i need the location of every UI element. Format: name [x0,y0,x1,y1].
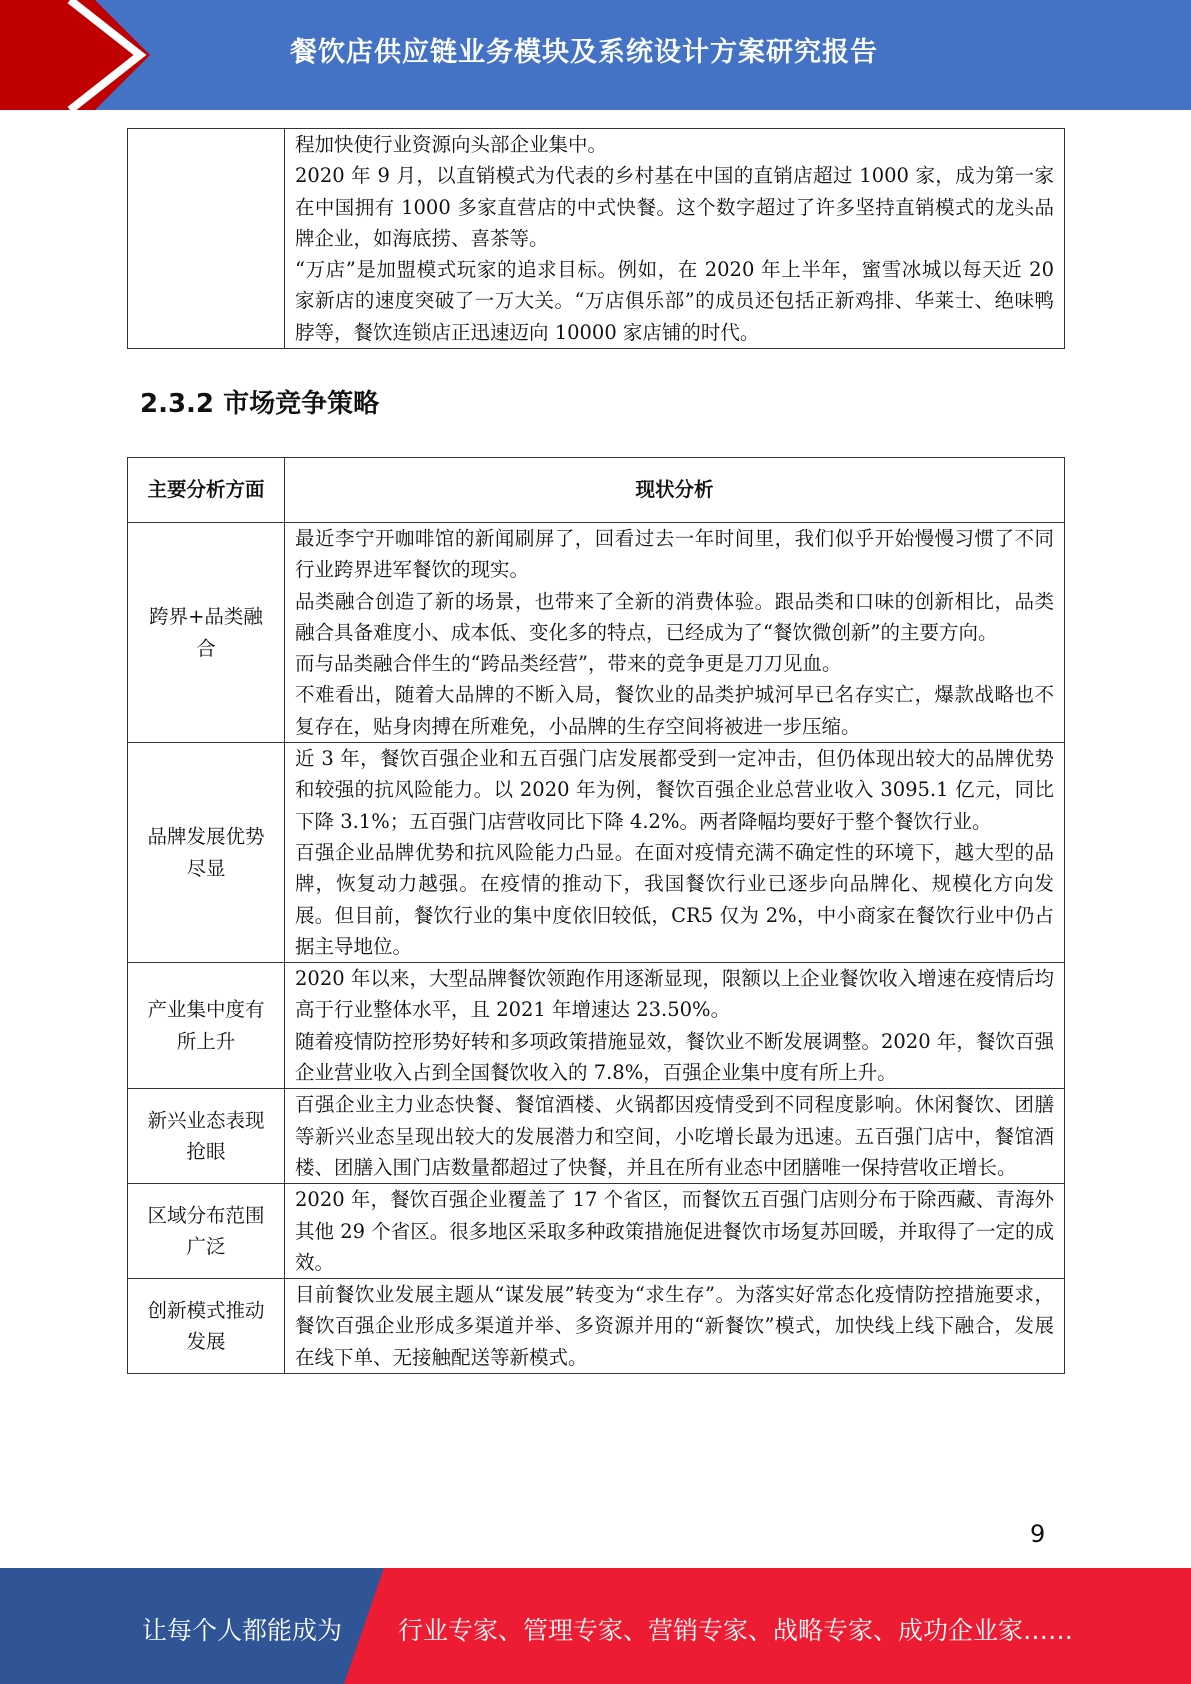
analysis-paragraph: 2020 年，餐饮百强企业覆盖了 17 个省区，而餐饮五百强门店则分布于除西藏、青海外其他 29 个省区。很多地区采取多种政策措施促进餐饮市场复苏回暖，并取得了一定的成效。 [295,1188,1054,1274]
analysis-cell [285,1089,1065,1184]
aspect-cell [128,129,285,349]
continuation-table [127,128,1065,349]
table-row [128,129,1065,349]
table-row [128,523,1065,743]
analysis-paragraph: 2020 年以来，大型品牌餐饮领跑作用逐渐显现，限额以上企业餐饮收入增速在疫情后均高于行业整体水平，且 2021 年增速达 23.50%。 [295,967,1054,1022]
column-header-analysis: 现状分析 [285,458,1065,523]
analysis-cell [285,743,1065,963]
header-chevron-icon [0,0,160,110]
analysis-cell [285,1279,1065,1374]
table-header-row [128,458,1065,523]
analysis-paragraph: 程加快使行业资源向头部企业集中。 [295,133,608,156]
analysis-cell [285,963,1065,1089]
analysis-table [127,457,1065,1374]
analysis-paragraph: 随着疫情防控形势好转和多项政策措施显效，餐饮业不断发展调整。2020 年，餐饮百强企业营业收入占到全国餐饮收入的 7.8%，百强企业集中度有所上升。 [295,1029,1054,1085]
aspect-cell: 区域分布范围广泛 [128,1184,285,1279]
column-header-aspect: 主要分析方面 [128,458,285,523]
analysis-cell [285,523,1065,743]
footer-slogan-right: 行业专家、管理专家、营销专家、战略专家、成功企业家…… [398,1616,1074,1645]
aspect-cell: 跨界+品类融合 [128,523,285,743]
page-footer [0,1568,1191,1684]
page-header [0,0,1191,110]
aspect-cell: 新兴业态表现抢眼 [128,1089,285,1184]
analysis-cell [285,1184,1065,1279]
analysis-paragraph: 2020 年 9 月，以直销模式为代表的乡村基在中国的直销店超过 1000 家，成为第一家在中国拥有 1000 多家直营店的中式快餐。这个数字超过了许多坚持直销模式的龙头品牌企业，如海底捞、喜茶等。 [295,164,1054,250]
analysis-paragraph: 而与品类融合伴生的“跨品类经营”，带来的竞争更是刀刀见血。 [295,652,842,676]
table-row [128,1184,1065,1279]
analysis-paragraph: “万店”是加盟模式玩家的追求目标。例如，在 2020 年上半年，蜜雪冰城以每天近 20 家新店的速度突破了一万大关。“万店俱乐部”的成员还包括正新鸡排、华莱士、绝味鸭脖等，餐饮连锁店正迅速迈向 10000 家店铺的时代。 [295,258,1054,344]
analysis-cell [285,129,1065,349]
page-number: 9 [1030,1520,1046,1548]
section-heading: 2.3.2 市场竞争策略 [140,389,380,419]
analysis-paragraph: 百强企业品牌优势和抗风险能力凸显。在面对疫情充满不确定性的环境下，越大型的品牌，恢复动力越强。在疫情的推动下，我国餐饮行业已逐步向品牌化、规模化方向发展。但目前，餐饮行业的集中度依旧较低，CR5 仅为 2%，中小商家在餐饮行业中仍占据主导地位。 [295,840,1054,958]
analysis-paragraph: 近 3 年，餐饮百强企业和五百强门店发展都受到一定冲击，但仍体现出较大的品牌优势和较强的抗风险能力。以 2020 年为例，餐饮百强企业总营业收入 3095.1 亿元，同比下降 3.1%；五百强门店营收同比下降 4.2%。两者降幅均要好于整个餐饮行业。 [295,747,1054,833]
analysis-paragraph: 不难看出，随着大品牌的不断入局，餐饮业的品类护城河早已名存实亡，爆款战略也不复存在，贴身肉搏在所难免，小品牌的生存空间将被进一步压缩。 [295,683,1054,738]
table-row [128,1279,1065,1374]
aspect-cell: 品牌发展优势尽显 [128,743,285,963]
analysis-paragraph: 目前餐饮业发展主题从“谋发展”转变为“求生存”。为落实好常态化疫情防控措施要求，餐饮百强企业形成多渠道并举、多资源并用的“新餐饮”模式，加快线上线下融合，发展在线下单、无接触配送等新模式。 [295,1283,1054,1369]
aspect-cell: 创新模式推动发展 [128,1279,285,1374]
table-row [128,743,1065,963]
table-row [128,1089,1065,1184]
aspect-cell: 产业集中度有所上升 [128,963,285,1089]
footer-slogan-left: 让每个人都能成为 [142,1616,343,1645]
report-title: 餐饮店供应链业务模块及系统设计方案研究报告 [290,37,878,68]
table-row [128,963,1065,1089]
analysis-paragraph: 品类融合创造了新的场景，也带来了全新的消费体验。跟品类和口味的创新相比，品类融合具备难度小、成本低、变化多的特点，已经成为了“餐饮微创新”的主要方向。 [295,589,1054,644]
analysis-paragraph: 百强企业主力业态快餐、餐馆酒楼、火锅都因疫情受到不同程度影响。休闲餐饮、团膳等新兴业态呈现出较大的发展潜力和空间，小吃增长最为迅速。五百强门店中，餐馆酒楼、团膳入围门店数量都超过了快餐，并且在所有业态中团膳唯一保持营收正增长。 [295,1093,1054,1179]
analysis-paragraph: 最近李宁开咖啡馆的新闻刷屏了，回看过去一年时间里，我们似乎开始慢慢习惯了不同行业跨界进军餐饮的现实。 [295,527,1054,582]
